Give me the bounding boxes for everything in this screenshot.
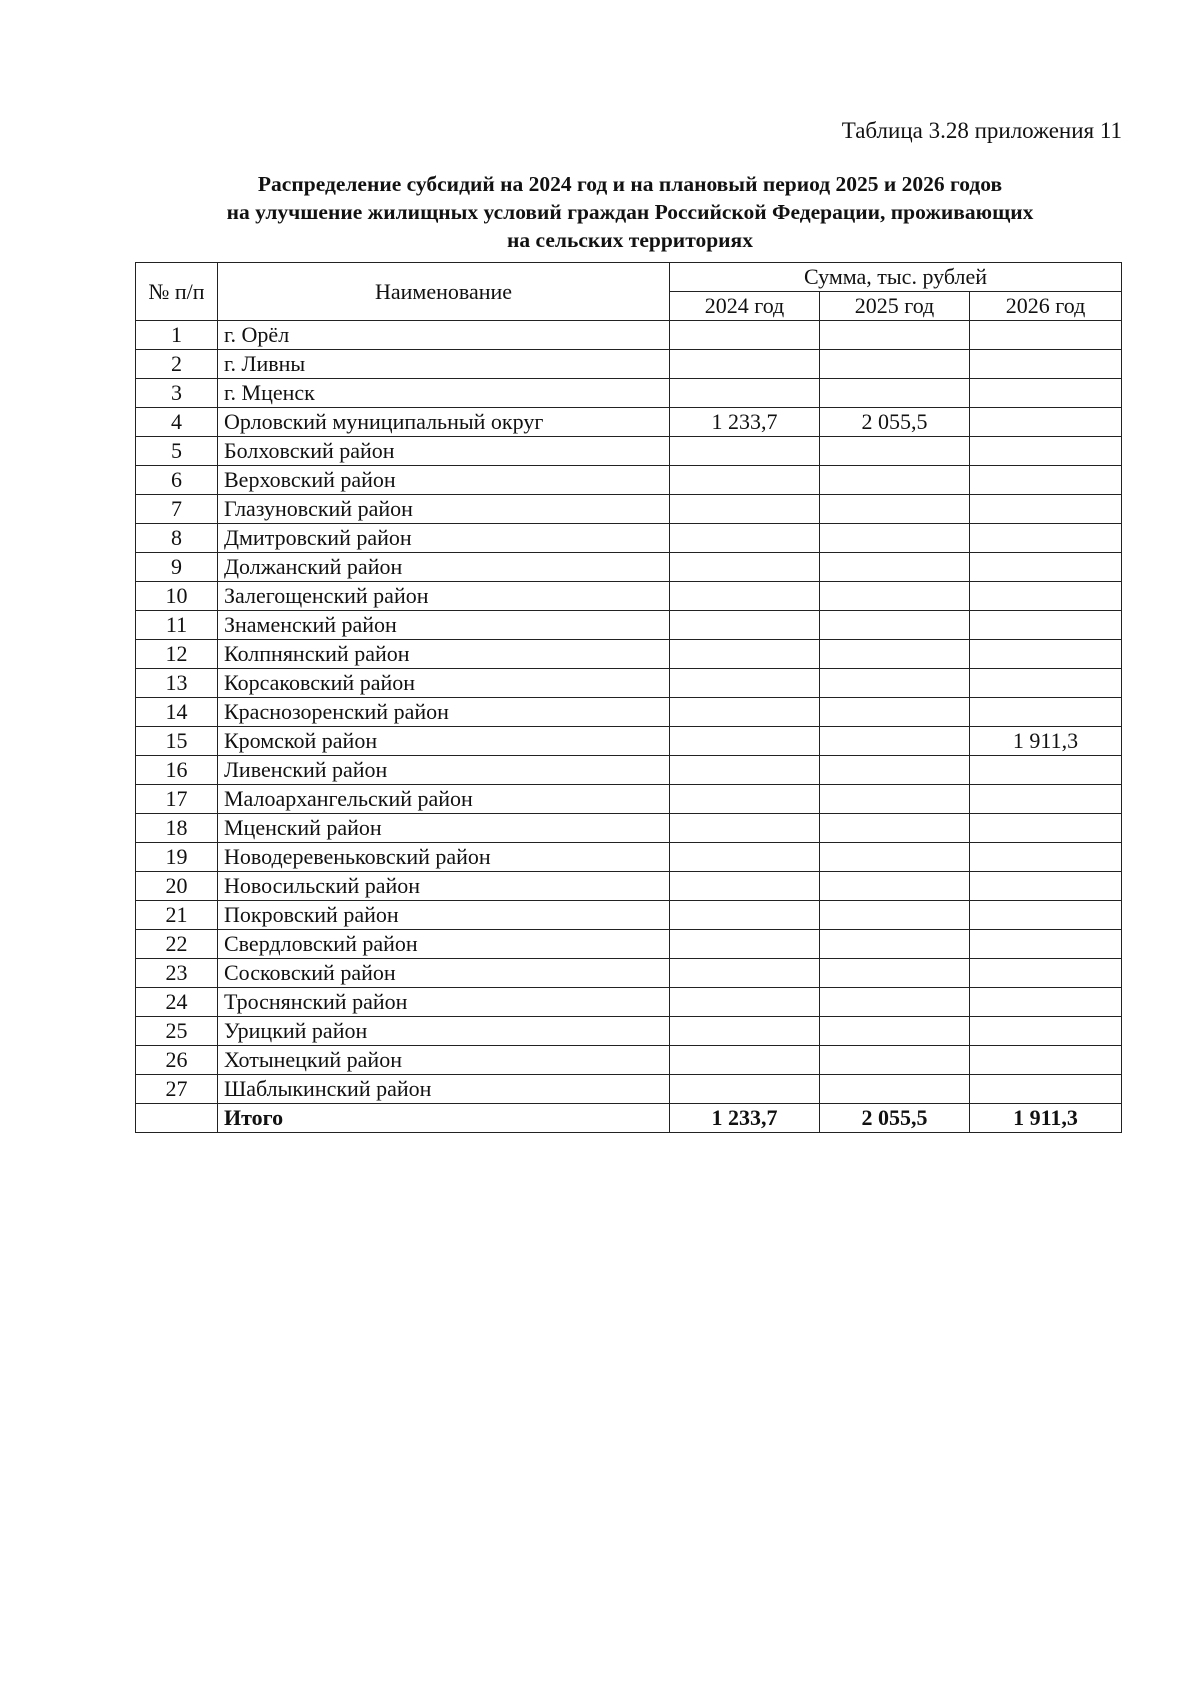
row-num: 15	[136, 727, 218, 756]
row-name: г. Орёл	[218, 321, 670, 350]
row-2025	[820, 756, 970, 785]
table-row	[136, 756, 1122, 785]
row-name: Новодеревеньковский район	[218, 843, 670, 872]
row-2024	[670, 437, 820, 466]
row-2026	[970, 524, 1122, 553]
row-2024	[670, 495, 820, 524]
row-2024	[670, 727, 820, 756]
header-sum: Сумма, тыс. рублей	[670, 263, 1122, 292]
total-label: Итого	[218, 1104, 670, 1133]
table-row	[136, 408, 1122, 437]
row-2026	[970, 553, 1122, 582]
header-year-2026: 2026 год	[970, 292, 1122, 321]
row-num: 2	[136, 350, 218, 379]
table-row	[136, 1017, 1122, 1046]
row-name: г. Мценск	[218, 379, 670, 408]
row-2026	[970, 350, 1122, 379]
row-2026	[970, 988, 1122, 1017]
row-num: 19	[136, 843, 218, 872]
row-2025: 2 055,5	[820, 408, 970, 437]
row-2026	[970, 379, 1122, 408]
table-row	[136, 930, 1122, 959]
row-name: Корсаковский район	[218, 669, 670, 698]
row-num: 14	[136, 698, 218, 727]
table-row	[136, 640, 1122, 669]
total-2024: 1 233,7	[670, 1104, 820, 1133]
row-name: Залегощенский район	[218, 582, 670, 611]
title-line: Распределение субсидий на 2024 год и на плановый период 2025 и 2026 годов	[257, 172, 1003, 196]
row-2025	[820, 379, 970, 408]
row-2026: 1 911,3	[970, 727, 1122, 756]
row-2026	[970, 466, 1122, 495]
row-2026	[970, 959, 1122, 988]
row-name: Троснянский район	[218, 988, 670, 1017]
row-name: Дмитровский район	[218, 524, 670, 553]
row-2025	[820, 669, 970, 698]
row-2025	[820, 872, 970, 901]
row-2024	[670, 669, 820, 698]
row-2025	[820, 1017, 970, 1046]
row-name: Верховский район	[218, 466, 670, 495]
row-2026	[970, 408, 1122, 437]
row-2024	[670, 321, 820, 350]
table-row	[136, 495, 1122, 524]
table-row	[136, 814, 1122, 843]
row-2024	[670, 698, 820, 727]
row-num: 22	[136, 930, 218, 959]
row-2026	[970, 872, 1122, 901]
row-2026	[970, 901, 1122, 930]
row-2025	[820, 321, 970, 350]
header-year-2024: 2024 год	[670, 292, 820, 321]
table-row	[136, 785, 1122, 814]
table-row	[136, 727, 1122, 756]
title-line: на улучшение жилищных условий граждан Российской Федерации, проживающих	[226, 200, 1034, 224]
row-2024	[670, 1017, 820, 1046]
row-num: 8	[136, 524, 218, 553]
row-2024	[670, 553, 820, 582]
row-2025	[820, 843, 970, 872]
header-name: Наименование	[218, 263, 670, 321]
row-name: Глазуновский район	[218, 495, 670, 524]
row-name: Шаблыкинский район	[218, 1075, 670, 1104]
table-caption: Таблица 3.28 приложения 11	[841, 118, 1122, 143]
row-num: 20	[136, 872, 218, 901]
row-2026	[970, 698, 1122, 727]
table-row	[136, 466, 1122, 495]
row-2026	[970, 640, 1122, 669]
row-num: 4	[136, 408, 218, 437]
row-num: 26	[136, 1046, 218, 1075]
row-2026	[970, 611, 1122, 640]
table-row	[136, 669, 1122, 698]
row-name: Сосковский район	[218, 959, 670, 988]
row-2024	[670, 785, 820, 814]
row-num: 18	[136, 814, 218, 843]
row-2025	[820, 437, 970, 466]
row-num: 24	[136, 988, 218, 1017]
row-2024	[670, 959, 820, 988]
row-2026	[970, 582, 1122, 611]
row-2024	[670, 1046, 820, 1075]
row-2025	[820, 466, 970, 495]
row-2025	[820, 698, 970, 727]
row-2025	[820, 814, 970, 843]
row-name: Орловский муниципальный округ	[218, 408, 670, 437]
table-row	[136, 611, 1122, 640]
row-2024	[670, 524, 820, 553]
row-num: 5	[136, 437, 218, 466]
table-body	[136, 321, 1122, 1104]
total-2025: 2 055,5	[820, 1104, 970, 1133]
table-row	[136, 698, 1122, 727]
row-2024	[670, 901, 820, 930]
row-2026	[970, 814, 1122, 843]
row-2024	[670, 350, 820, 379]
row-2025	[820, 901, 970, 930]
header-year-2025: 2025 год	[820, 292, 970, 321]
row-num: 9	[136, 553, 218, 582]
row-name: Краснозоренский район	[218, 698, 670, 727]
row-2024	[670, 1075, 820, 1104]
table-row	[136, 872, 1122, 901]
row-name: Ливенский район	[218, 756, 670, 785]
row-num: 21	[136, 901, 218, 930]
row-2024	[670, 379, 820, 408]
row-2026	[970, 495, 1122, 524]
row-num: 1	[136, 321, 218, 350]
table-row	[136, 437, 1122, 466]
row-name: Кромской район	[218, 727, 670, 756]
row-2024: 1 233,7	[670, 408, 820, 437]
row-name: Колпнянский район	[218, 640, 670, 669]
row-name: Покровский район	[218, 901, 670, 930]
header-num: № п/п	[136, 263, 218, 321]
row-2025	[820, 611, 970, 640]
row-2026	[970, 843, 1122, 872]
row-num: 23	[136, 959, 218, 988]
row-num: 11	[136, 611, 218, 640]
row-2025	[820, 988, 970, 1017]
row-2024	[670, 466, 820, 495]
row-name: Должанский район	[218, 553, 670, 582]
title-line: на сельских территориях	[507, 228, 753, 252]
table-row	[136, 901, 1122, 930]
row-2025	[820, 524, 970, 553]
row-num: 17	[136, 785, 218, 814]
row-2025	[820, 582, 970, 611]
document-title	[100, 170, 1160, 254]
row-2024	[670, 988, 820, 1017]
row-num: 7	[136, 495, 218, 524]
row-2025	[820, 930, 970, 959]
table-row	[136, 350, 1122, 379]
row-2024	[670, 843, 820, 872]
row-2026	[970, 437, 1122, 466]
row-2025	[820, 785, 970, 814]
row-2026	[970, 669, 1122, 698]
row-num: 12	[136, 640, 218, 669]
row-num: 6	[136, 466, 218, 495]
row-name: Свердловский район	[218, 930, 670, 959]
table-row	[136, 988, 1122, 1017]
row-2025	[820, 350, 970, 379]
row-num: 25	[136, 1017, 218, 1046]
row-2026	[970, 1075, 1122, 1104]
row-2025	[820, 495, 970, 524]
row-name: Мценский район	[218, 814, 670, 843]
table-row	[136, 321, 1122, 350]
row-2026	[970, 756, 1122, 785]
row-2025	[820, 959, 970, 988]
row-2024	[670, 582, 820, 611]
table-row	[136, 524, 1122, 553]
row-2024	[670, 930, 820, 959]
table-row	[136, 843, 1122, 872]
row-2025	[820, 727, 970, 756]
row-num: 27	[136, 1075, 218, 1104]
row-name: г. Ливны	[218, 350, 670, 379]
row-name: Новосильский район	[218, 872, 670, 901]
table-row	[136, 959, 1122, 988]
row-name: Урицкий район	[218, 1017, 670, 1046]
row-num: 13	[136, 669, 218, 698]
total-num-cell	[136, 1104, 218, 1133]
table-row	[136, 1046, 1122, 1075]
row-name: Хотынецкий район	[218, 1046, 670, 1075]
row-2024	[670, 872, 820, 901]
row-num: 10	[136, 582, 218, 611]
row-2025	[820, 640, 970, 669]
row-num: 3	[136, 379, 218, 408]
row-name: Болховский район	[218, 437, 670, 466]
row-2024	[670, 756, 820, 785]
total-row	[136, 1104, 1122, 1133]
row-2024	[670, 814, 820, 843]
row-2025	[820, 553, 970, 582]
row-2025	[820, 1046, 970, 1075]
row-name: Малоархангельский район	[218, 785, 670, 814]
row-2026	[970, 1046, 1122, 1075]
table-row	[136, 379, 1122, 408]
row-2026	[970, 785, 1122, 814]
table-row	[136, 1075, 1122, 1104]
row-2024	[670, 611, 820, 640]
subsidy-table	[135, 262, 1122, 1133]
row-2025	[820, 1075, 970, 1104]
row-2026	[970, 930, 1122, 959]
table-row	[136, 582, 1122, 611]
row-name: Знаменский район	[218, 611, 670, 640]
row-2026	[970, 1017, 1122, 1046]
row-2026	[970, 321, 1122, 350]
row-num: 16	[136, 756, 218, 785]
table-row	[136, 553, 1122, 582]
row-2024	[670, 640, 820, 669]
total-2026: 1 911,3	[970, 1104, 1122, 1133]
